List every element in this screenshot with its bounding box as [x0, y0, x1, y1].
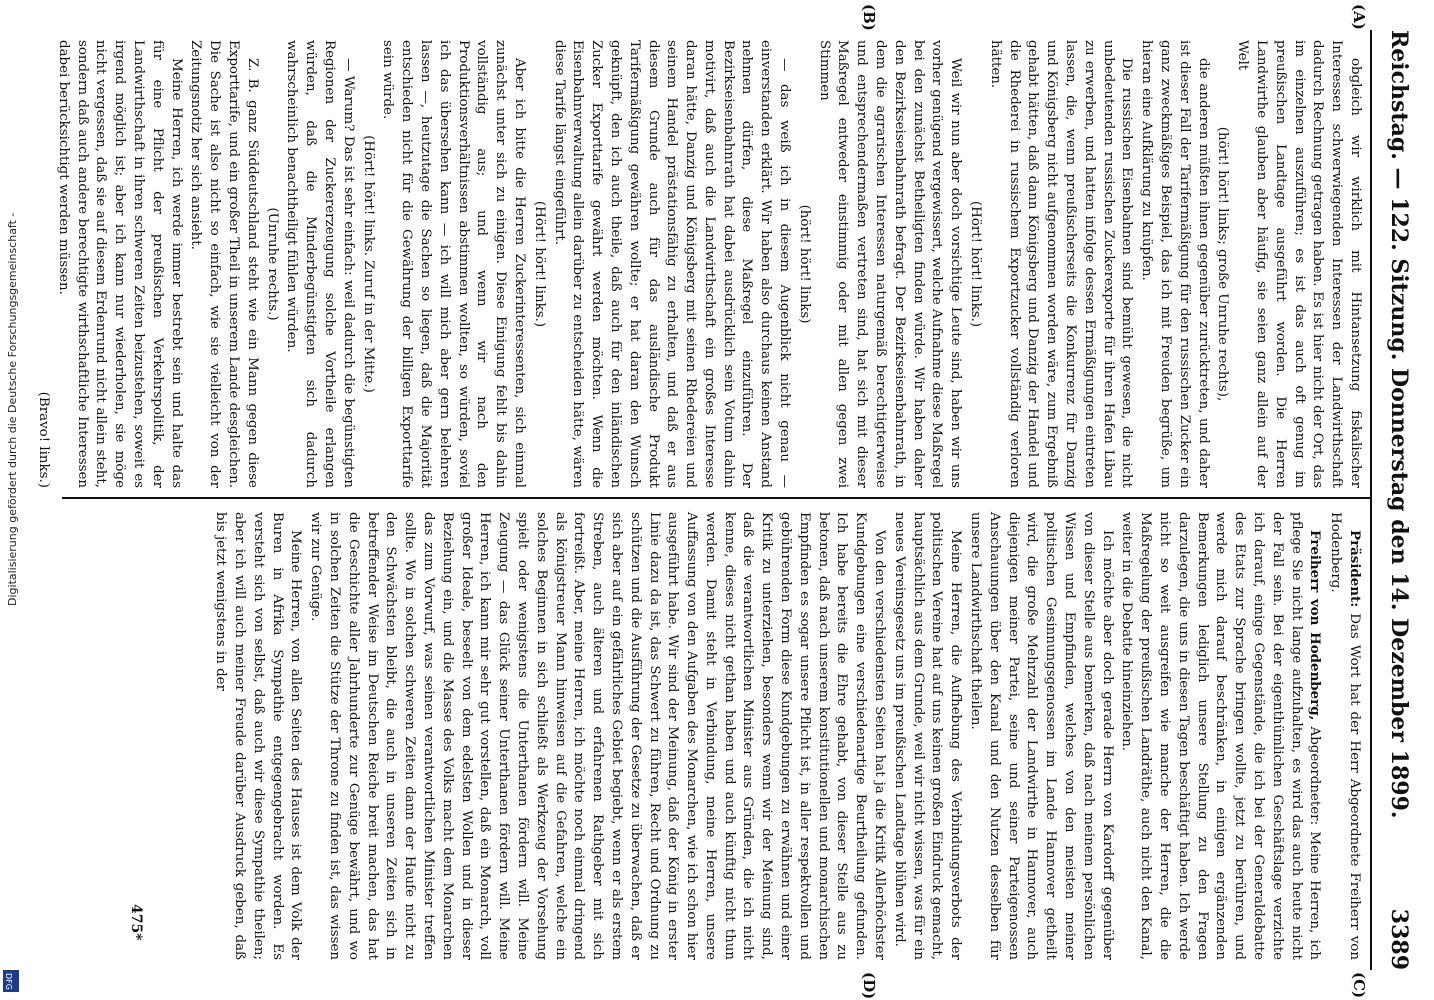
right-column: [64, 512, 1364, 960]
speaker-name: Präsident:: [1347, 530, 1363, 608]
paragraph: — das weiß ich in diesem Augenblick nicht genau — einverstanden erklärt. Wir haben also durchaus keinen Anstand nehmen dürfen, diese Maßregel einzuführen. Der Bezirkseisenbahnrath hat dabei ausdrücklich sein Votum dahin motivirt, daß auch die Landwirthschaft ein großes Interesse daran hätte, Danzig und Königsberg mit seinen Rhedereien und seinem Handel prästationsfähig zu erhalten, und daß er aus diesem Grunde auch für das ausländische Produkt Tarifermäßigung gewähren wollte; er hat daran den Wunsch geknüpft, den ich auch theile, daß auch für den inländischen Zucker Exporttarife gewährt werden möchten. Wenn die Eisenbahnverwaltung allein darüber zu entscheiden hätte, wären diese Tarife längst eingeführt.: [551, 40, 793, 488]
paragraph: Z. B. ganz Süddeutschland steht wie ein Mann gegen diese Exporttarife, und ein großer Theil in unserem Lande desgleichen. Die Sache ist also nicht so einfach, wie sie vielleicht von der Zeitungsnotiz her sich ansieht.: [188, 40, 260, 488]
paragraph: Die russischen Eisenbahnen sind bemüht gewesen, die nicht unbedeutenden russischen Zuckerexporte für ihren Hafen Libau zu erwerben, und hatten infolge dessen Ermäßigungen eintreten lassen, die, wenn preußischerseits die Konkurrenz für Danzig und Königsberg nicht aufgenommen worden wäre, zum Ergebniß gehabt hätten, daß dann Königsberg und Danzig der Handel und die Rhederei in russischem Exportzucker vollständig verloren hätten.: [987, 40, 1135, 488]
paragraph: Von den verschiedensten Seiten hat ja die Kritik Allerhöchster Kundgebungen eine verschiedenartige Beurtheilung gefunden. Ich habe bereits die Ehre gehabt, von dieser Stelle aus zu betonen, daß nach unserem konstitutionellen und monarchischen Empfinden es sogar unsere Pflicht ist, in aller respektvollen und gebührenden Form diese Kundgebungen zu erwähnen und einer Kritik zu unterziehen, besonders wenn wir der Meinung sind, daß die verantwortlichen Minister aus Gründen, die ich nicht kenne, dieses nicht gethan haben und auch künftig nicht thun werden. Damit steht in Verbindung, meine Herren, unsere Auffassung von den Aufgaben des Monarchen, wie ich schon hier ausgeführt habe. Wir sind der Meinung, daß der König in erster Linie dazu da ist, das Schwert zu führen, Recht und Ordnung zu schützen und die Ausführung der Gesetze zu überwachen, daß er sich aber auf ein gefährliches Gebiet begiebt, wenn er als erstem Streben, auch älteren und erfahrenen Rathgeber mit sich fortreißt. Aber, meine Herren, ich möchte noch einmal dringend als königstreuer Mann hinweisen auf die Gefahren, welche ein solches Beginnen in sich schließt als Werkzeug der Vorsehung spielt oder wenigstens die Unterthanen fördern will. Meine Zeugung — das Glück seiner Unterthanen fördern will. Meine Herren, ich kann mir sehr gut vorstellen, daß ein Monarch, voll großer Ideale, beseelt von dem edelsten Wollen und in dieser Beziehung ein, und die Masse des Volks macht dem Monarchen das zum Vorwurf, was seinen verantwortlichen Minister treffen sollte. Wo in solchen schweren Zeiten dann der Haufe nicht zu den Schwächsten bleibt, die auch in unseren Zeiten sich in betreffender Weise im Deutschen Reiche breit machen, das hat die Geschichte aller Jahrhunderte zur Genüge bewährt, und wo in solchen Zeiten die Stütze der Throne zu finden ist, das wissen wir zur Genüge.: [308, 512, 888, 960]
speaker-name: Freiherr von Hodenberg,: [1307, 530, 1324, 721]
interjection: (Bravo! links.): [36, 391, 52, 488]
paragraph-text: Abgeordneter: Meine Herren, ich pflege Sie nicht lange aufzuhalten, es wird das auch heute nicht der Fall sein. Bei der eigenthümlichen Geschäftslage verzichte ich darauf, einige Gegenstände, die ich bei der Generaldebatte des Etats zur Sprache bringen wollte, jetzt zu berühren, und werde mich darauf beschränken, in einigen ergänzenden Bemerkungen lediglich unsere Stellung zu den Fragen darzulegen, die uns in diesen Tagen beschäftigt haben. Ich werde nicht so weit ausgreifen wie manche der Herren, die die Maßregelung der preußischen Landräthe, auch nicht den Kanal, weiter in die Debatte hineinziehen.: [1119, 512, 1323, 960]
paragraph: Meine Herren, ich werde immer bestrebt sein und halte das für eine Pflicht der preußischen Verkehrspolitik, der Landwirthschaft in ihren schweren Zeiten beizustehen, soweit es irgend möglich ist; aber ich kann nur wiederholen, sie möge nicht vergessen, daß sie auf diesem Erdenrund nicht allein steht, sondern daß auch andere berechtigte wirthschaftliche Interessen dabei berücksichtigt werden müssen.: [55, 40, 184, 488]
paragraph: [1117, 512, 1325, 960]
page-number: 3389: [1386, 908, 1412, 970]
digitization-credit: Digitalisierung gefördert durch die Deutsche Forschungsgemeinschaft -: [6, 212, 19, 606]
interjection: (Hört! hört! links.): [531, 200, 547, 328]
interjection: (Hört! hört! links. Zuruf in der Mitte.): [360, 135, 376, 393]
column-divider: [62, 497, 1372, 499]
paragraph: Meine Herren, von allen Seiten des Hauses ist dem Volk der Buren in Afrika Sympathie entgegengebracht worden. Es versteht sich von selbst, daß auch wir diese Sympathie theilen; aber ich will auch meiner Freude darüber Ausdruck geben, daß bis jetzt wenigstens in der: [213, 512, 304, 960]
interjection: (Unruhe rechts.): [264, 207, 280, 321]
paragraph: [1325, 512, 1364, 960]
header-rule: [1370, 30, 1372, 970]
paragraph-text: Das Wort hat der Herr Abgeordnete Freiherr von Hodenberg.: [1328, 512, 1362, 960]
interjection: (Hört! hört! links.): [968, 200, 984, 328]
margin-marker-c: (C): [1350, 972, 1368, 999]
interjection: (hört! hört! links; große Unruhe rechts),: [1215, 126, 1231, 402]
margin-marker-b: (B): [860, 4, 878, 31]
signature-mark: 475*: [128, 904, 144, 941]
page-header: [1372, 30, 1412, 970]
paragraph: Meine Herren, die Aufhebung des Verbindungsverbots der politischen Vereine hat auf uns keinen großen Eindruck gemacht, hauptsächlich aus dem Grunde, weil wir nicht wissen, was für ein neues Vereinsgesetz uns im preußischen Landtage blühen wird.: [891, 512, 964, 960]
paragraph: die anderen müßten ihnen gegenüber zurücktreten, und daher ist dieser Fall der Tarifermäßigung für den russischen Zucker ein ganz zweckmäßiges Beispiel, das ich mit Freuden begrüße, um hieran eine Aufklärung zu knüpfen.: [1139, 40, 1211, 488]
left-column: [36, 40, 1364, 488]
paragraph: obgleich wir wirklich mit Hintansetzung fiskalischer Interessen schwerwiegenden Interessen der Landwirthschaft dadurch Rechnung getragen haben. Es ist hier nicht der Ort, das im einzelnen auszuführen; es ist das auch oft genug im preußischen Landtage ausgeführt worden. Die Herren Landwirthe glauben aber häufig, sie seien ganz allein auf der Welt: [1235, 40, 1363, 488]
paragraph: — Warum? Das ist sehr einfach: weil dadurch die begünstigten Regionen der Zuckererzeugung solche Vortheile erlangen würden, daß die Minderbegünstigten sich dadurch wahrscheinlich benachtheiligt fühlen würden.: [284, 40, 356, 488]
margin-marker-a: (A): [1350, 4, 1368, 30]
paragraph: Weil wir nun aber doch vorsichtige Leute sind, haben wir uns vorher genügend vergewissert, welche Aufnahme diese Maßregel bei den zunächst Betheiligten finden würde. Wir haben daher den Bezirkseisenbahnrath befragt. Der Bezirkseisenbahnrath, in dem die agrarischen Interessen naturgemäß berechtigterweise und entsprechendermaßen vertreten sind, hat sich mit dieser Maßregel entweder einstimmig oder mit allen gegen zwei Stimmen: [816, 40, 964, 488]
running-title: Reichstag. — 122. Sitzung. Donnerstag den 14. Dezember 1899.: [1386, 30, 1412, 819]
margin-marker-d: (D): [860, 972, 878, 1000]
interjection: (hört! hört! links): [796, 204, 812, 324]
paragraph: Ich möchte aber doch gerade Herrn von Kardorff gegenüber von dieser Stelle aus bemerken, daß nach meinem persönlichen Wissen und Empfinden, welches von den meisten meiner politischen Gesinnungsgenossen im Lande Hannover getheilt wird, die große Mehrzahl der Landwirthe in Hannover, auch diejenigen meiner Partei, seine und seiner Parteigenossen Anschauungen über den Kanal und den Nutzen desselben für unsere Landwirthschaft theilen.: [968, 512, 1115, 960]
dfg-logo: DFG: [3, 970, 19, 992]
paragraph: Aber ich bitte die Herren Zuckerinteressenten, sich einmal zunächst unter sich zu einigen. Diese Einigung fehlt bis dahin vollständig aus; und wenn wir nach den Produktionsverhältnissen abstimmen wollten, so würden, soviel ich das übersehen kann — ich will mich aber gern belehren lassen —, heutzutage die Sachen so liegen, daß die Majorität entschieden nicht für die Gewährung der billigen Exporttarife sein würde.: [380, 40, 527, 488]
